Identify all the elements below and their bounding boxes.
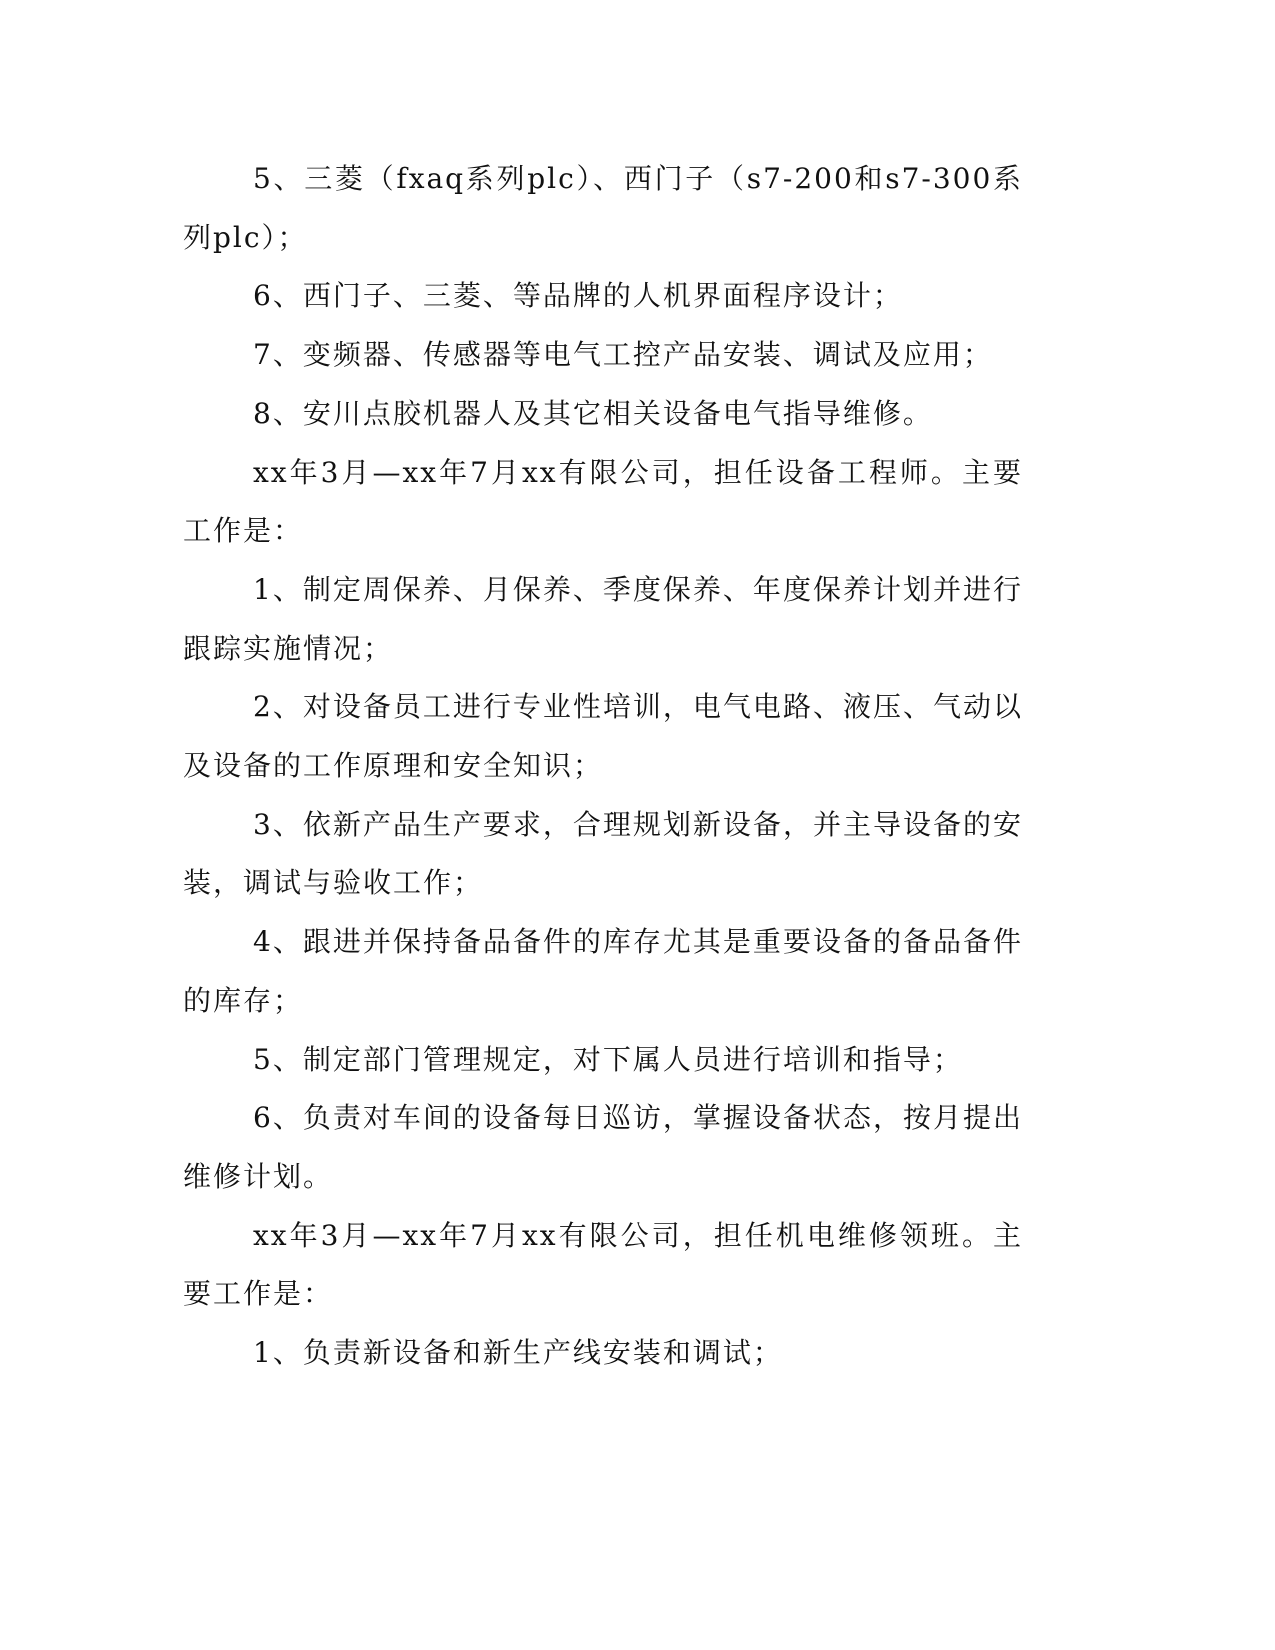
document-body xyxy=(183,150,1023,1383)
paragraph-inverter-sensor: 7、变频器、传感器等电气工控产品安装、调试及应用； xyxy=(253,338,993,372)
paragraph-job-maintenance-lead: xx年3月—xx年7月xx有限公司，担任机电维修领班。主要工作是： xyxy=(183,1218,1023,1311)
paragraph-new-equipment: 3、依新产品生产要求，合理规划新设备，并主导设备的安装，调试与验收工作； xyxy=(183,807,1023,900)
paragraph-department-rules: 5、制定部门管理规定，对下属人员进行培训和指导； xyxy=(253,1042,963,1076)
paragraph-robot-maintenance: 8、安川点胶机器人及其它相关设备电气指导维修。 xyxy=(253,396,933,430)
paragraph-staff-training: 2、对设备员工进行专业性培训，电气电路、液压、气动以及设备的工作原理和安全知识； xyxy=(183,690,1023,783)
paragraph-daily-inspection: 6、负责对车间的设备每日巡访，掌握设备状态，按月提出维修计划。 xyxy=(183,1101,1023,1193)
paragraph-spare-parts: 4、跟进并保持备品备件的库存尤其是重要设备的备品备件的库存； xyxy=(183,925,1023,1017)
paragraph-maintenance-plan: 1、制定周保养、月保养、季度保养、年度保养计划并进行跟踪实施情况； xyxy=(183,572,1023,665)
paragraph-job-equipment-engineer: xx年3月—xx年7月xx有限公司，担任设备工程师。主要工作是： xyxy=(183,455,1023,548)
paragraph-hmi-design: 6、西门子、三菱、等品牌的人机界面程序设计； xyxy=(253,279,903,313)
paragraph-installation-debugging: 1、负责新设备和新生产线安装和调试； xyxy=(253,1336,783,1370)
paragraph-plc-brands: 5、三菱（fxaq系列plc）、西门子（s7-200和s7-300系列plc）； xyxy=(183,162,1023,254)
